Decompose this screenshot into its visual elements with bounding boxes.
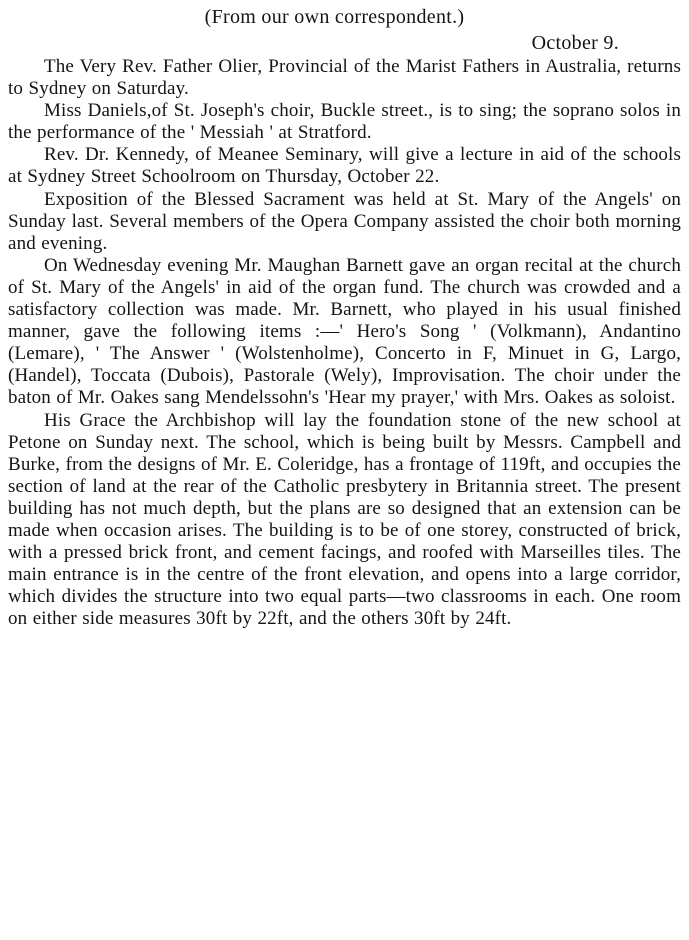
dateline: October 9. [531,32,619,54]
paragraph-petone-school: His Grace the Archbishop will lay the foundation stone of the new school at Petone on Sunday next. The school, which is being built by Messrs. Campbell and Burke, from the designs of Mr. E. Coleridge, has a frontage of 119ft, and occupies the section of land at the rear of the Catholic presbytery in Britannia street. The present building has not much depth, but the plans are so designed that an extension can be made when occasion arises. The building is to be of one storey, constructed of brick, with a pressed brick front, and cement facings, and roofed with Marseilles tiles. The main entrance is in the centre of the front elevation, and opens into a large corridor, which divides the structure into two equal parts—two classrooms in each. One room on either side measures 30ft by 22ft, and the others 30ft by 24ft. [8,409,681,630]
paragraph-organ-recital: On Wednesday evening Mr. Maughan Barnett gave an organ recital at the church of St. Mary of the Angels' in aid of the organ fund. The church was crowded and a satisfactory collection was made. Mr. Barnett, who played in his usual finished manner, gave the following items :—' Hero's Song ' (Volkmann), Andantino (Lemare), ' The Answer ' (Wolstenholme), Concerto in F, Minuet in G, Largo, (Handel), Toccata (Dubois), Pastorale (Wely), Improvisation. The choir under the baton of Mr. Oakes sang Mendelssohn's 'Hear my prayer,' with Mrs. Oakes as soloist. [8,254,681,409]
paragraph-exposition: Exposition of the Blessed Sacrament was held at St. Mary of the Angels' on Sunday last. Several members of the Opera Company assisted the choir both morning and evening. [8,188,681,254]
correspondent-header: (From our own correspondent.) [204,6,465,28]
paragraph-miss-daniels: Miss Daniels,of St. Joseph's choir, Buckle street., is to sing; the soprano solos in the performance of the ' Messiah ' at Stratford. [8,100,681,144]
paragraph-dr-kennedy: Rev. Dr. Kennedy, of Meanee Seminary, will give a lecture in aid of the schools at Sydney Street Schoolroom on Thursday, October 22. [8,144,681,188]
article-body [8,56,681,630]
paragraph-marist-fathers: The Very Rev. Father Olier, Provincial of the Marist Fathers in Australia, returns to Sydney on Saturday. [8,56,681,100]
